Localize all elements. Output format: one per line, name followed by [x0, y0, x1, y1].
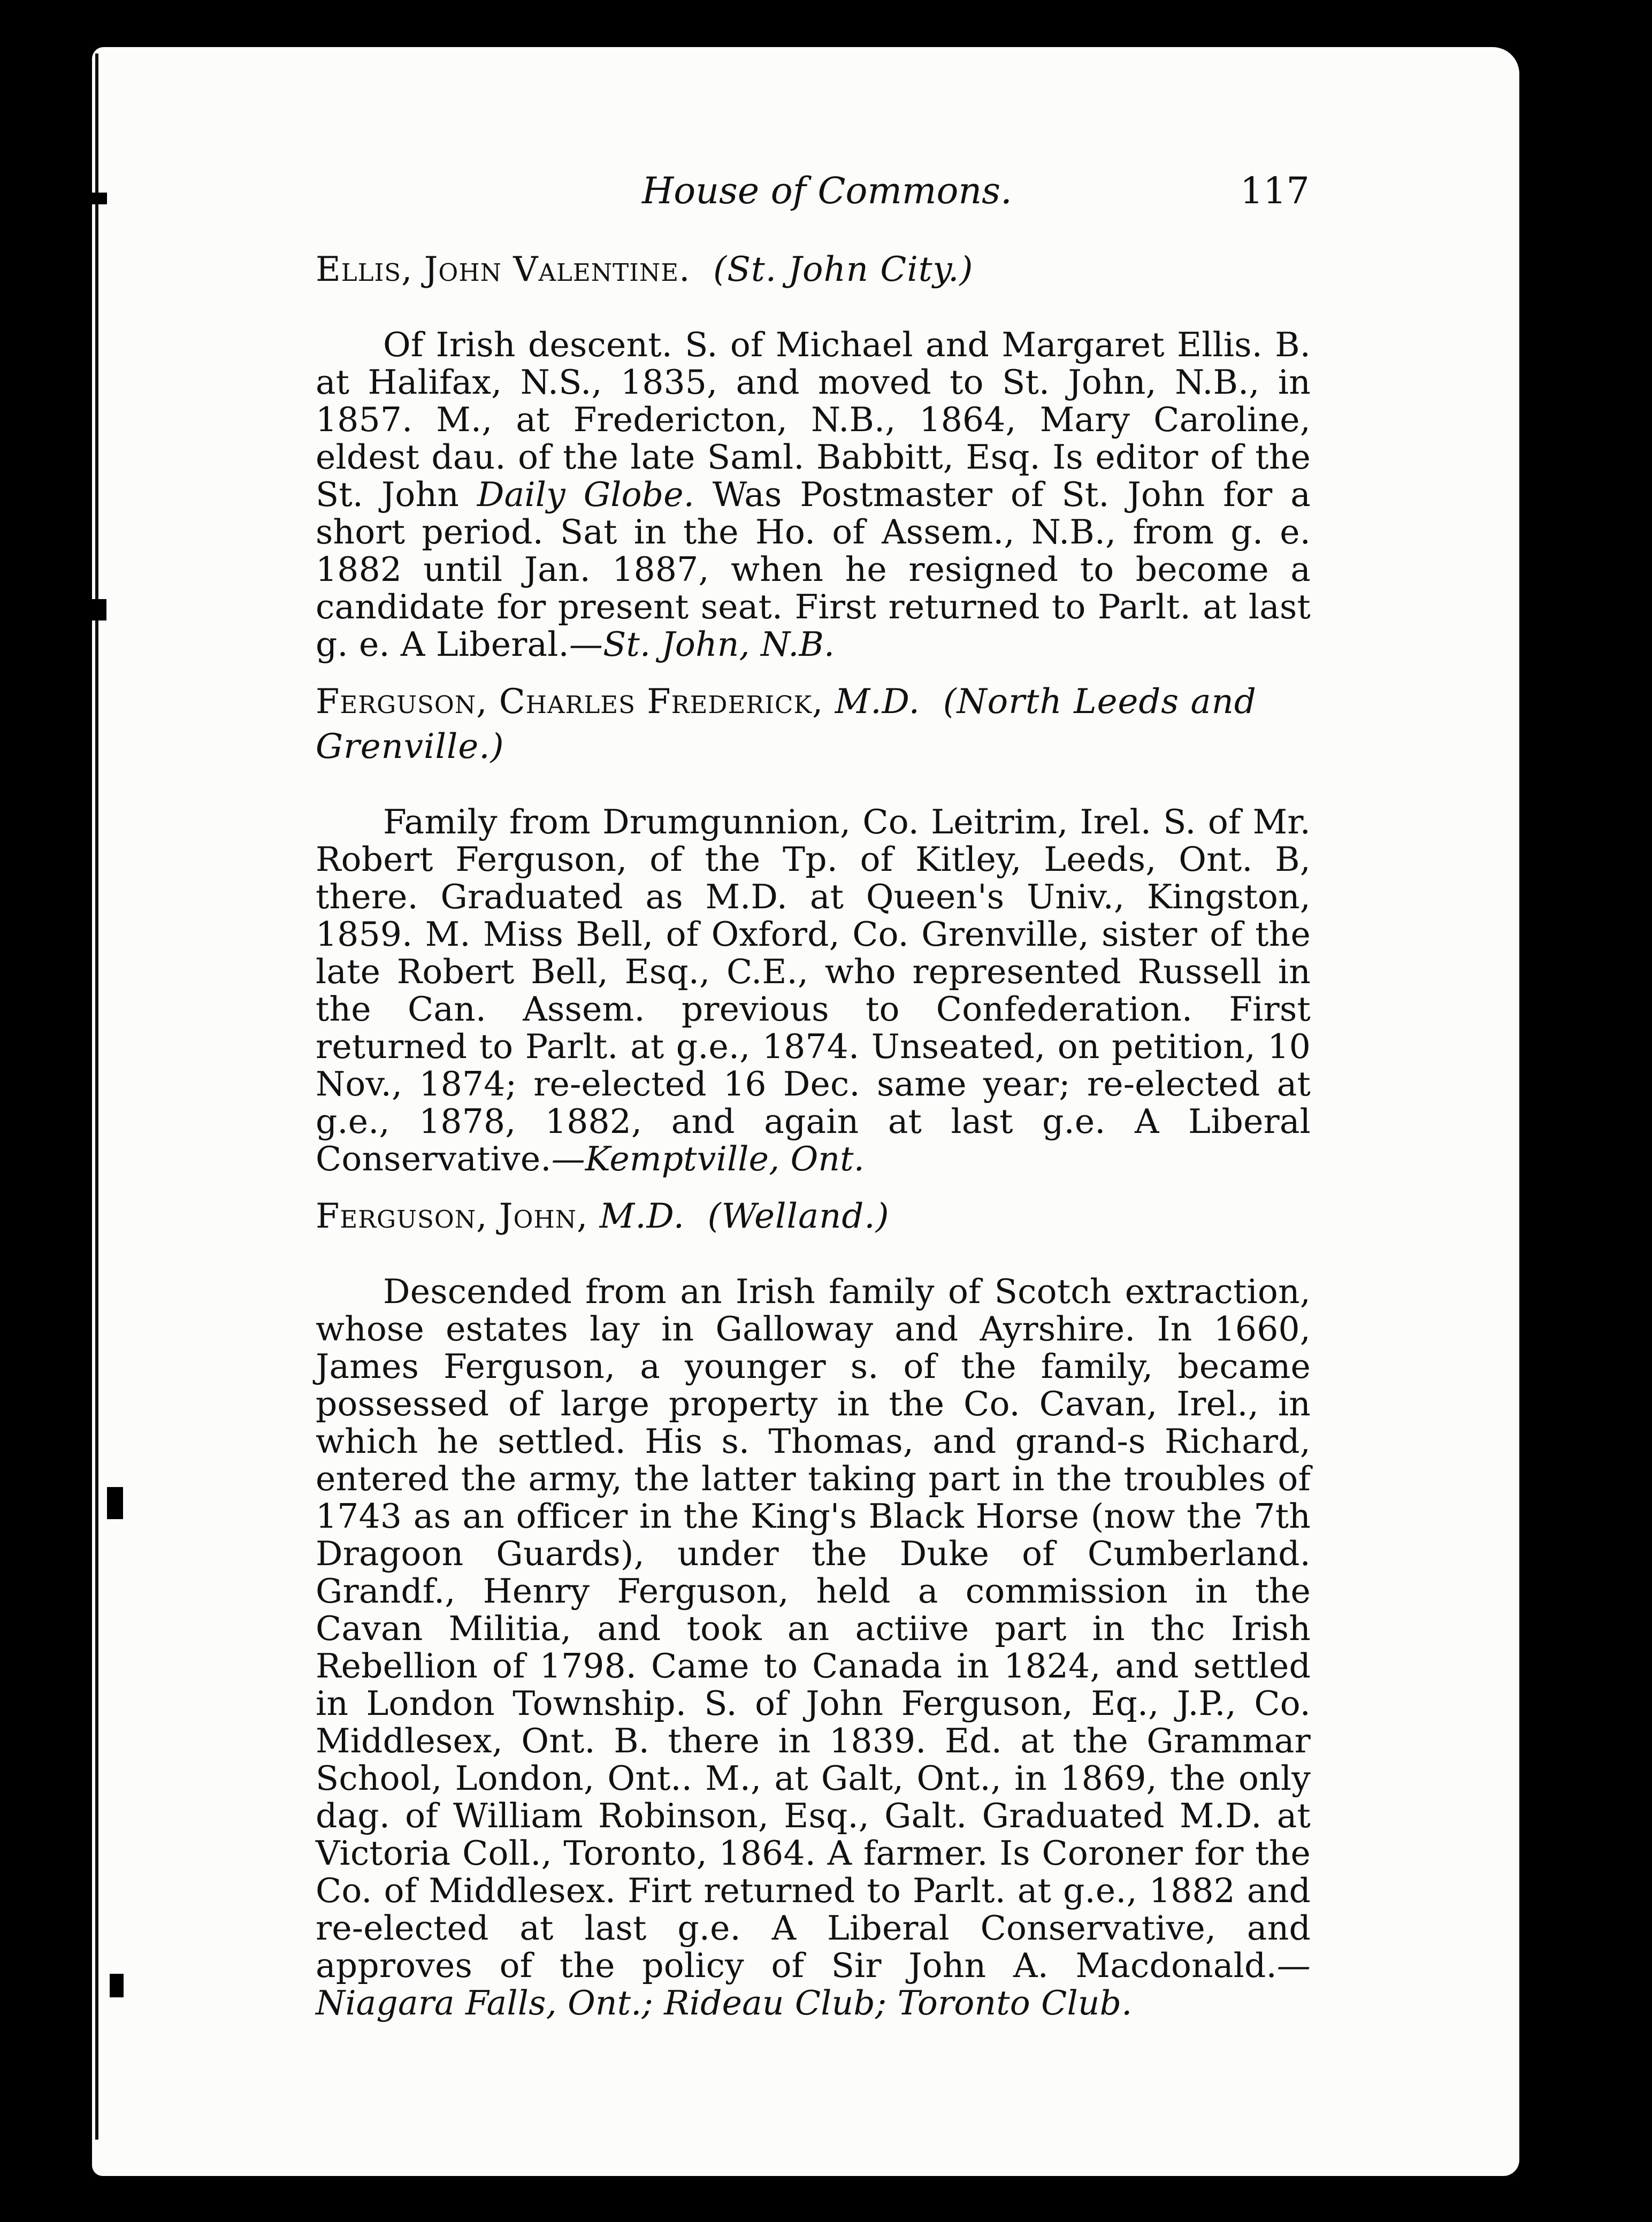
constituency: (St. John City.) [713, 250, 974, 289]
address: —St. John, N.B. [569, 625, 835, 664]
member-name: Ferguson, Charles Frederick, [316, 682, 824, 722]
entry-heading [316, 247, 1311, 292]
binding-mark [88, 599, 106, 620]
member-name: Ferguson, John, [316, 1197, 588, 1236]
body-text: Was Postmaster of St. John for a short period. Sat in the Ho. of Assem., N.B., from g. e. 1882 until Jan. 1887, when he resigned to become a candidate for present seat. First returned to Parlt. at last g. e. A Liberal. [316, 475, 1311, 664]
entry-heading [316, 1194, 1311, 1239]
address: —Niagara Falls, Ont.; Rideau Club; Toronto Club. [316, 1946, 1311, 2022]
body-text: Of Irish descent. S. of Michael and Margaret Ellis. B. at Halifax, N.S., 1835, and moved to St. John, N.B., in 1857. M., at Fredericton, N.B., 1864, Mary Caroline, eldest dau. of the late Saml. Babbitt, Esq. Is editor of the St. John [316, 325, 1311, 514]
entry-body [316, 326, 1311, 663]
entry-ellis [316, 247, 1311, 663]
body-text: Descended from an Irish family of Scotch extraction, whose estates lay in Galloway and Ayrshire. In 1660, James Ferguson, a younger s. of the family, became possessed of large property in the Co. Cavan, Irel., in which he settled. His s. Thomas, and grand-s Richard, entered the army, the latter taking part in the troubles of 1743 as an officer in the King's Black Horse (now the 7th Dragoon Guards), under the Duke of Cumberland. Grandf., Henry Ferguson, held a commission in the Cavan Militia, and took an actiive part in thc Irish Rebellion of 1798. Came to Canada in 1824, and settled in London Township. S. of John Ferguson, Eq., J.P., Co. Middlesex, Ont. B. there in 1839. Ed. at the Grammar School, London, Ont.. M., at Galt, Ont., in 1869, the only dag. of William Robinson, Esq., Galt. Graduated M.D. at Victoria Coll., Toronto, 1864. A farmer. Is Coroner for the Co. of Middlesex. Firt returned to Parlt. at g.e., 1882 and re-elected at last g.e. A Liberal Conservative, and approves of the policy of Sir John A. Macdonald. [316, 1272, 1311, 1985]
member-name: Ellis, John Valentine. [316, 250, 691, 289]
entry-heading [316, 679, 1311, 769]
constituency: (North Leeds and Grenville.) [316, 682, 1257, 767]
body-text: Family from Drumgunnion, Co. Leitrim, Irel. S. of Mr. Robert Ferguson, of the Tp. of Kitley, Leeds, Ont. B, there. Graduated as M.D. at Queen's Univ., Kingston, 1859. M. Miss Bell, of Oxford, Co. Grenville, sister of the late Robert Bell, Esq., C.E., who represented Russell in the Can. Assem. previous to Confederation. First returned to Parlt. at g.e., 1874. Unseated, on petition, 10 Nov., 1874; re-elected 16 Dec. same year; re-elected at g.e., 1878, 1882, and again at last g.e. A Liberal Conservative. [316, 802, 1311, 1178]
page-header [0, 170, 1652, 218]
binding-mark [110, 1974, 124, 1997]
entry-body [316, 1273, 1311, 2022]
entry-ferguson-charles [316, 679, 1311, 1178]
binding-margin-line [95, 53, 98, 2140]
newspaper-title: Daily Globe. [477, 475, 694, 514]
qualification: M.D. [599, 1197, 685, 1236]
constituency: (Welland.) [707, 1197, 890, 1236]
address: —Kemptville, Ont. [551, 1139, 865, 1178]
binding-mark [107, 1487, 123, 1519]
running-head: House of Commons. [642, 170, 1012, 212]
page-number: 117 [1240, 170, 1310, 212]
entry-body [316, 803, 1311, 1178]
entry-ferguson-john [316, 1194, 1311, 2022]
qualification: M.D. [835, 682, 920, 722]
